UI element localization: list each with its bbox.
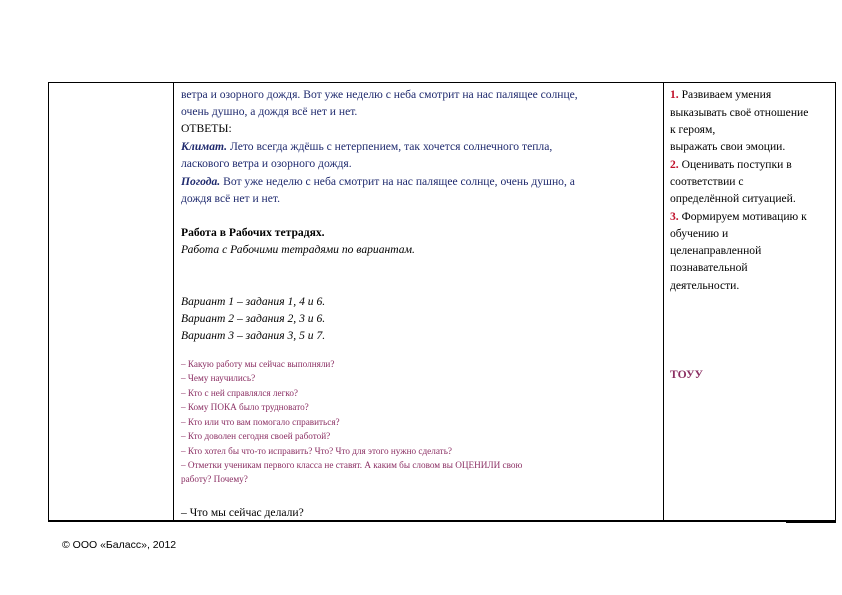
workbook-heading: Работа в Рабочих тетрадях.	[181, 226, 325, 239]
outcomes-column	[664, 83, 835, 520]
question-line: работу? Почему?	[181, 474, 248, 484]
klimat-term: Климат.	[181, 140, 228, 153]
variant-line: Вариант 1 – задания 1, 4 и 6.	[181, 295, 326, 308]
question-line: – Кто доволен сегодня своей работой?	[181, 431, 331, 441]
outcome-text: Формируем мотивацию к	[678, 210, 807, 223]
pogoda-answer	[181, 173, 575, 190]
variant-line: Вариант 3 – задания 3, 5 и 7.	[181, 329, 326, 342]
question-line: – Чему научились?	[181, 373, 256, 383]
question-line: – Какую работу мы сейчас выполняли?	[181, 359, 335, 369]
outcome-line: обучению и	[670, 227, 729, 240]
question-line: – Кто с ней справлялся легко?	[181, 388, 299, 398]
outcome-number: 1.	[670, 88, 679, 101]
outcome-number: 3.	[670, 210, 679, 223]
outcome-line: деятельности.	[670, 279, 740, 292]
pogoda-text: Вот уже неделю с неба смотрит на нас палящее солнце, очень душно, а	[220, 175, 575, 188]
intro-line: ветра и озорного дождя. Вот уже неделю с неба смотрит на нас палящее солнце,	[181, 88, 578, 101]
question-line: – Кто или что вам помогало справиться?	[181, 417, 340, 427]
touu-label: ТОУУ	[670, 368, 703, 381]
outcome-line: определённой ситуацией.	[670, 192, 796, 205]
variant-line: Вариант 2 – задания 2, 3 и 6.	[181, 312, 326, 325]
intro-line: очень душно, а дождя всё нет и нет.	[181, 105, 358, 118]
copyright-footer: © ООО «Баласс», 2012	[62, 539, 177, 551]
workbook-description: Работа с Рабочими тетрадями по вариантам.	[181, 243, 415, 256]
klimat-answer	[181, 138, 552, 155]
lesson-table	[48, 82, 836, 522]
question-line: – Кому ПОКА было трудновато?	[181, 402, 309, 412]
outcome-3	[670, 208, 807, 225]
stage-column	[49, 83, 174, 520]
klimat-answer-cont: ласкового ветра и озорного дождя.	[181, 157, 352, 170]
outcome-line: выражать свои эмоции.	[670, 140, 786, 153]
outcome-text: Развиваем умения	[678, 88, 772, 101]
pogoda-term: Погода.	[181, 175, 221, 188]
outcome-line: познавательной	[670, 261, 748, 274]
pogoda-answer-cont: дождя всё нет и нет.	[181, 192, 281, 205]
last-question: – Что мы сейчас делали?	[181, 506, 304, 519]
klimat-text: Лето всегда ждёшь с нетерпением, так хочется солнечного тепла,	[227, 140, 553, 153]
answers-heading: ОТВЕТЫ:	[181, 122, 232, 135]
outcome-line: целенаправленной	[670, 244, 762, 257]
outcome-text: Оценивать поступки в	[678, 158, 792, 171]
outcome-line: выказывать своё отношение	[670, 106, 809, 119]
outcome-line: соответствии с	[670, 175, 744, 188]
outcome-number: 2.	[670, 158, 679, 171]
content-column	[174, 83, 664, 520]
outcome-1	[670, 86, 771, 103]
outcome-2	[670, 156, 792, 173]
question-line: – Отметки ученикам первого класса не ставят. А каким бы словом вы ОЦЕНИЛИ свою	[181, 460, 523, 470]
outcome-line: к героям,	[670, 123, 716, 136]
table-corner-line	[786, 521, 836, 523]
question-line: – Кто хотел бы что-то исправить? Что? Что для этого нужно сделать?	[181, 446, 452, 456]
